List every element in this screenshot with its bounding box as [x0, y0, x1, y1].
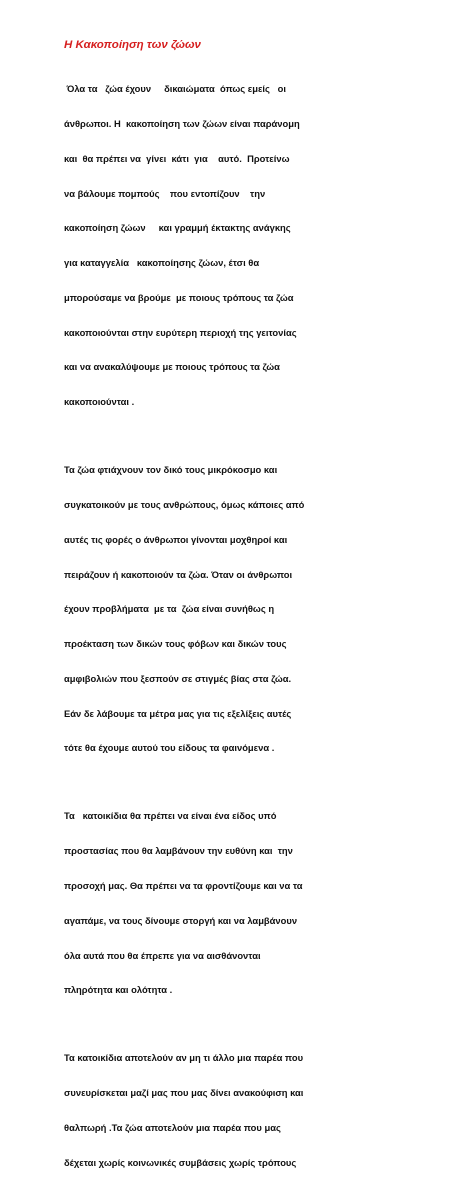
text-line: δέχεται χωρίς κοινωνικές συμβάσεις χωρίς τρόπους [64, 1156, 297, 1168]
text-line: αγαπάμε, να τους δίνουμε στοργή και να λαμβάνουν [64, 914, 298, 926]
text-line: κακοποίηση ζώων και γραμμή έκτακτης ανάγκης [64, 222, 291, 234]
document-title: Η Κακοποίηση των ζώων [64, 39, 201, 51]
text-line: και να ανακαλύψουμε με ποιους τρόπους τα ζώα [64, 361, 280, 373]
text-line: τότε θα έχουμε αυτού του είδους τα φαινόμενα . [64, 742, 275, 754]
text-line: προέκταση των δικών τους φόβων και δικών τους [64, 638, 287, 650]
paragraph-4 [64, 1029, 404, 1191]
text-line: μπορούσαμε να βρούμε με ποιους τρόπους τα ζώα [64, 291, 294, 303]
text-line: Όλα τα ζώα έχουν δικαιώματα όπως εμείς οι [64, 83, 287, 95]
text-line: θαλπωρή .Τα ζώα αποτελούν μια παρέα που μας [64, 1121, 281, 1133]
text-line: προσοχή μας. Θα πρέπει να τα φροντίζουμε και να τα [64, 879, 303, 891]
text-line: για καταγγελία κακοποίησης ζώων, έτσι θα [64, 257, 260, 269]
text-line: πληρότητα και ολότητα . [64, 984, 173, 996]
text-line: αμφιβολιών που ξεσπούν σε στιγμές βίας στα ζώα. [64, 672, 292, 684]
text-line: Τα ζώα φτιάχνουν τον δικό τους μικρόκοσμο και [64, 464, 278, 476]
text-line: άνθρωποι. Η κακοποίηση των ζώων είναι παράνομη [64, 117, 300, 129]
text-line: και θα πρέπει να γίνει κάτι για αυτό. Προτείνω [64, 152, 290, 164]
paragraph-3 [64, 787, 404, 1019]
text-line: έχουν προβλήματα με τα ζώα είναι συνήθως η [64, 603, 275, 615]
text-line: συγκατοικούν με τους ανθρώπους, όμως κάποιες από [64, 498, 305, 510]
text-line: όλα αυτά που θα έπρεπε για να αισθάνονται [64, 949, 261, 961]
text-line: συνευρίσκεται μαζί μας που μας δίνει ανακούφιση και [64, 1087, 304, 1099]
paragraph-2 [64, 441, 404, 777]
text-line: Τα κατοικίδια αποτελούν αν μη τι άλλο μια παρέα που [64, 1052, 304, 1064]
text-line: προστασίας που θα λαμβάνουν την ευθύνη και την [64, 845, 293, 857]
text-line: κακοποιούνται στην ευρύτερη περιοχή της γειτονίας [64, 326, 297, 338]
paragraph-1 [64, 60, 404, 431]
text-line: Εάν δε λάβουμε τα μέτρα μας για τις εξελίξεις αυτές [64, 707, 292, 719]
text-line: να βάλουμε πομπούς που εντοπίζουν την [64, 187, 266, 199]
document-page [64, 38, 404, 1201]
text-line: πειράζουν ή κακοποιούν τα ζώα. Όταν οι άνθρωποι [64, 568, 293, 580]
text-line: κακοποιούνται . [64, 396, 135, 408]
text-line: αυτές τις φορές ο άνθρωποι γίνονται μοχθηροί και [64, 533, 288, 545]
text-line: Τα κατοικίδια θα πρέπει να είναι ένα είδος υπό [64, 810, 277, 822]
